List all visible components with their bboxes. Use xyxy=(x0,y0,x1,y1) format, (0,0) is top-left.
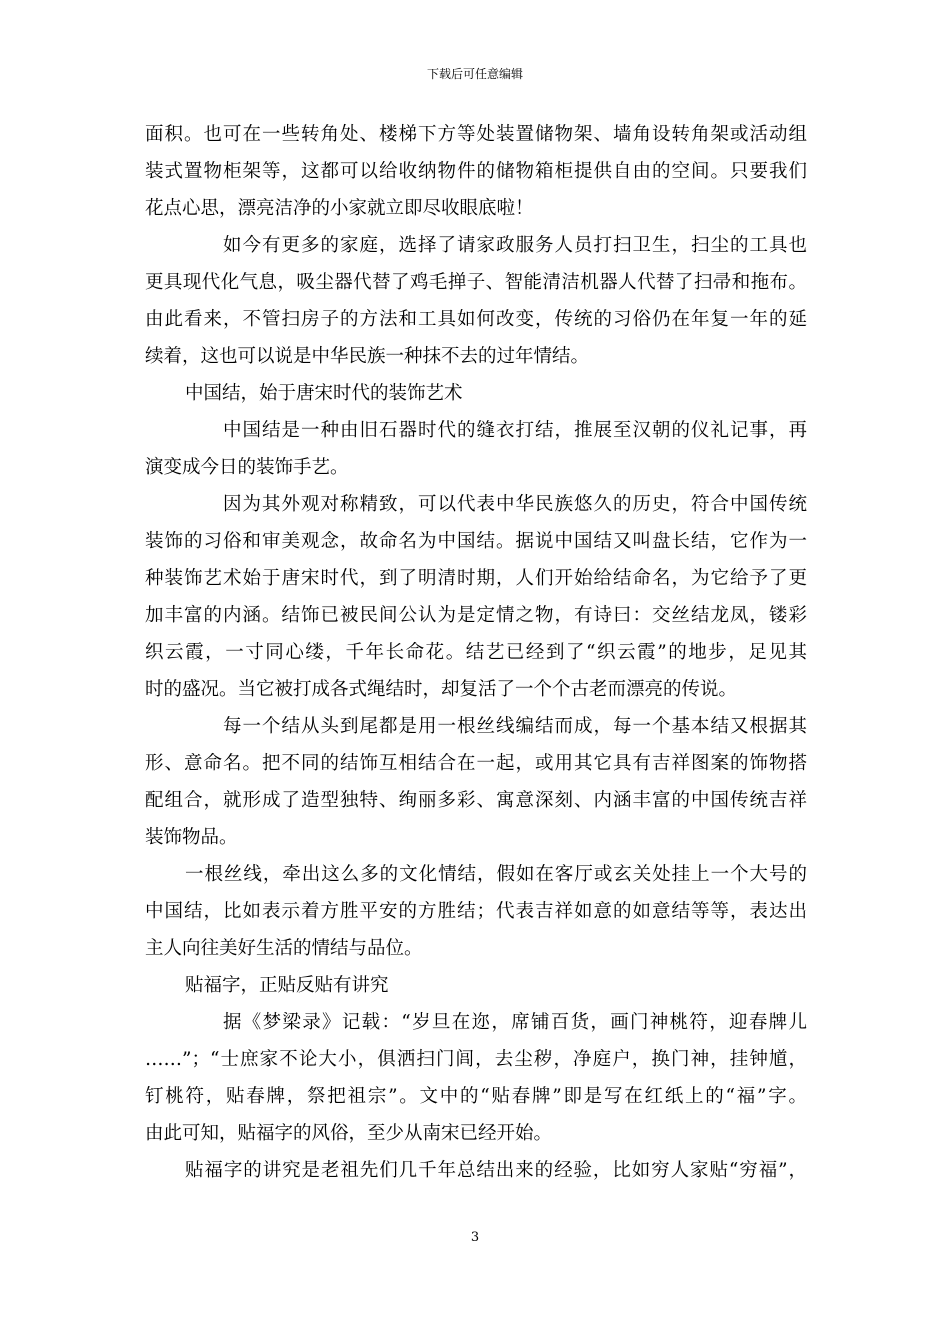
page-number: 3 xyxy=(470,1230,480,1245)
text-line: 贴福字的讲究是老祖先们几千年总结出来的经验，比如穷人家贴“穷福”， xyxy=(185,1160,807,1181)
paragraph xyxy=(145,1152,807,1189)
paragraph xyxy=(145,708,807,856)
paragraph xyxy=(145,412,807,486)
paragraph xyxy=(145,486,807,708)
text-line: 因为其外观对称精致，可以代表中华民族悠久的历史，符合中国传统 xyxy=(223,494,807,515)
text-line: 花点心思，漂亮洁净的小家就立即尽收眼底啦！ xyxy=(145,198,534,219)
text-line: 中国结是一种由旧石器时代的缝衣打结，推展至汉朝的仪礼记事，再 xyxy=(223,420,807,441)
text-line: 由此看来，不管扫房子的方法和工具如何改变，传统的习俗仍在年复一年的延 xyxy=(145,309,807,330)
heading-text: 中国结，始于唐宋时代的装饰艺术 xyxy=(185,383,463,404)
text-line: 织云霞，一寸同心缕，千年长命花。结艺已经到了“织云霞”的地步，足见其 xyxy=(145,642,807,663)
text-line: 面积。也可在一些转角处、楼梯下方等处装置储物架、墙角设转角架或活动组 xyxy=(145,124,807,145)
text-line: 中国结，比如表示着方胜平安的方胜结；代表吉祥如意的如意结等等，表达出 xyxy=(145,901,807,922)
text-line: 装饰的习俗和审美观念，故命名为中国结。据说中国结又叫盘长结，它作为一 xyxy=(145,531,807,552)
text-line: 装饰物品。 xyxy=(145,827,238,848)
text-line: 主人向往美好生活的情结与品位。 xyxy=(145,938,423,959)
text-line: 如今有更多的家庭，选择了请家政服务人员打扫卫生，扫尘的工具也 xyxy=(223,235,807,256)
text-line: 装式置物柜架等，这都可以给收纳物件的储物箱柜提供自由的空间。只要我们 xyxy=(145,161,807,182)
text-line: 续着，这也可以说是中华民族一种抹不去的过年情结。 xyxy=(145,346,590,367)
text-line: 钉桃符，贴春牌，祭把祖宗”。文中的“贴春牌”即是写在红纸上的“福”字。 xyxy=(145,1086,807,1107)
text-line: ……”；“士庶家不论大小，俱洒扫门闾，去尘秽，净庭户，换门神，挂钟馗， xyxy=(145,1049,807,1070)
text-line: 形、意命名。把不同的结饰互相结合在一起，或用其它具有吉祥图案的饰物搭 xyxy=(145,753,807,774)
section-heading xyxy=(145,375,807,412)
text-line: 种装饰艺术始于唐宋时代，到了明清时期，人们开始给结命名，为它给予了更 xyxy=(145,568,807,589)
text-line: 一根丝线，牵出这么多的文化情结，假如在客厅或玄关处挂上一个大号的 xyxy=(185,864,807,885)
text-line: 加丰富的内涵。结饰已被民间公认为是定情之物，有诗曰：交丝结龙凤，镂彩 xyxy=(145,605,807,626)
text-line: 每一个结从头到尾都是用一根丝线编结而成，每一个基本结又根据其 xyxy=(223,716,807,737)
paragraph xyxy=(145,856,807,967)
text-line: 配组合，就形成了造型独特、绚丽多彩、寓意深刻、内涵丰富的中国传统吉祥 xyxy=(145,790,807,811)
text-line: 据《梦梁录》记载：“岁旦在迩，席铺百货，画门神桃符，迎春牌儿 xyxy=(223,1012,807,1033)
page-header: 下载后可任意编辑 xyxy=(426,67,523,81)
text-line: 由此可知，贴福字的风俗，至少从南宋已经开始。 xyxy=(145,1123,553,1144)
text-line: 更具现代化气息，吸尘器代替了鸡毛掸子、智能清洁机器人代替了扫帚和拖布。 xyxy=(145,272,807,293)
section-heading xyxy=(145,967,807,1004)
document-body xyxy=(145,116,807,1189)
text-line: 时的盛况。当它被打成各式绳结时，却复活了一个个古老而漂亮的传说。 xyxy=(145,679,738,700)
paragraph xyxy=(145,227,807,375)
paragraph xyxy=(145,1004,807,1152)
paragraph xyxy=(145,116,807,227)
text-line: 演变成今日的装饰手艺。 xyxy=(145,457,349,478)
heading-text: 贴福字，正贴反贴有讲究 xyxy=(185,975,389,996)
